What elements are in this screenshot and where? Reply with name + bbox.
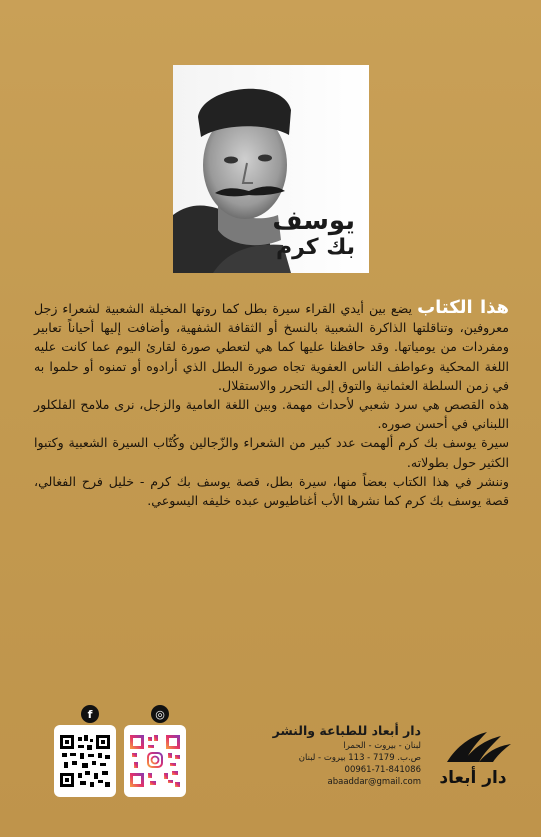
blurb-paragraph-4: وننشر في هذا الكتاب بعضاً منها، سيرة بطل، قصة يوسف بك كرم - خليل فرح الفغالي، قصة يوسف بك كرم كما نشرها الأب أغناطيوس عبده خليفه اليسوعي.: [34, 473, 509, 509]
publisher-logo-mark: [427, 718, 519, 766]
publisher-phone: 00961-71-841086: [344, 765, 421, 775]
blurb-paragraph-2: هذه القصص هي سرد شعبي لأحداث مهمة. وبين اللغة العامية والزجل، نرى ملامح الفلكلور اللبناني في أحسن صوره.: [34, 397, 509, 432]
publisher-logo-text: دار أبعاد: [439, 768, 507, 788]
instagram-qr-graphic: [124, 725, 186, 797]
blurb-text: [34, 298, 509, 510]
book-title: [272, 207, 355, 261]
book-title-line2: بك كرم: [275, 235, 355, 260]
instagram-icon: ◎: [151, 705, 169, 723]
publisher-logo: [427, 718, 519, 788]
publisher-info: [251, 722, 421, 788]
facebook-qr-graphic: [54, 725, 116, 797]
blurb-lead: هذا الكتاب: [417, 297, 509, 318]
blurb-paragraph-1: [34, 298, 509, 395]
blurb-paragraph-1-text: يضع بين أيدي القراء سيرة بطل كما روتها المخيلة الشعبية لشعراء زجل معروفين، وتناقلتها الذاكرة الشعبية بالنسخ أو الثقافة الشفهية، وأضافت إليها أحياناً تعابير ومفردات من يومياتها. وقد حافظنا عليها كما هي لتعطي صورة لقارئ اليوم عما كانت عليه اللغة المحكية وعواطف الناس العفوية تجاه صورة البطل الذي أرادوه أو تمنوه أو حلموا به في زمن السلطة العثمانية والتوق إلى التحرر والاستقلال.: [34, 301, 509, 393]
publisher-address: لبنان - بيروت - الحمرا: [343, 741, 421, 751]
facebook-icon: f: [81, 705, 99, 723]
book-title-line1: يوسف: [272, 206, 355, 236]
instagram-qr-code: [124, 725, 186, 797]
publisher-pobox: ص.ب. 7179 - 113 بيروت - لبنان: [298, 753, 421, 763]
blurb-paragraph-3: سيرة يوسف بك كرم ألهمت عدد كبير من الشعراء والزّجالين وكُتّاب السيرة الشعبية وكتبوا الكثير حول بطولاته.: [34, 435, 509, 470]
publisher-email: abaaddar@gmail.com: [327, 777, 421, 787]
portrait-panel: [173, 65, 369, 273]
publisher-name: دار أبعاد للطباعة والنشر: [272, 723, 421, 738]
facebook-qr-code: [54, 725, 116, 797]
